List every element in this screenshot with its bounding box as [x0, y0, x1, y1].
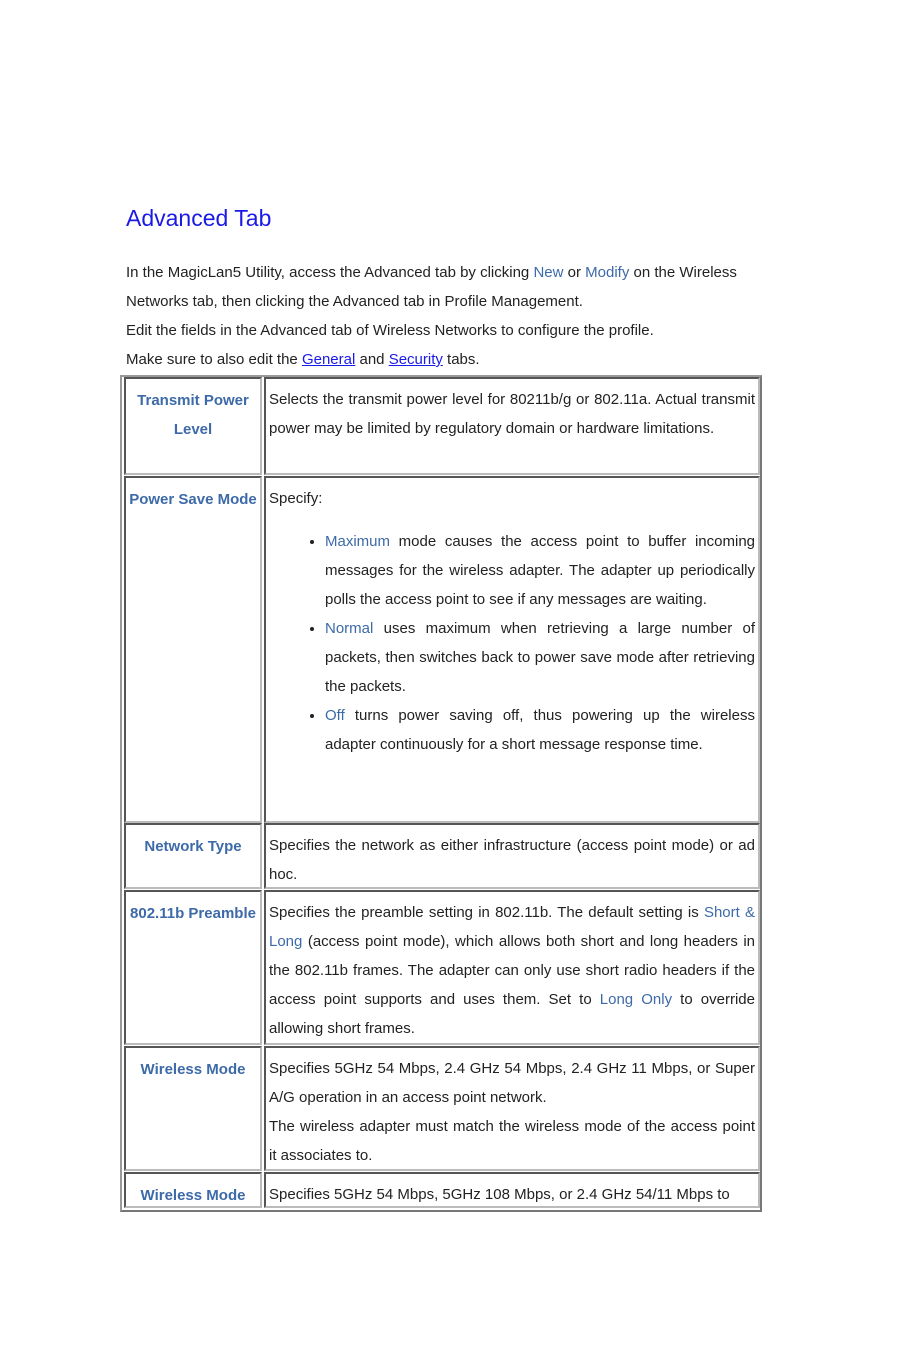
highlighted-term: Normal	[325, 620, 374, 637]
text-segment: Networks tab, then clicking the Advanced tab in Profile Management.	[126, 293, 583, 310]
text-segment: and	[355, 351, 389, 368]
row-label: Wireless Mode	[124, 1172, 262, 1208]
description-paragraph	[269, 484, 755, 513]
page-title: Advanced Tab	[126, 205, 272, 231]
row-label: Transmit Power Level	[124, 377, 262, 475]
description-paragraph	[269, 898, 755, 1043]
row-description	[264, 890, 760, 1045]
description-paragraph	[269, 1180, 755, 1209]
bullet-item	[325, 527, 755, 614]
text-segment: Specify:	[269, 490, 323, 507]
text-segment: Specifies the preamble setting in 802.11b. The default setting is	[269, 904, 704, 921]
text-segment: The wireless adapter must match the wireless mode of the access point it associates to.	[269, 1118, 755, 1164]
text-segment: tabs.	[442, 351, 480, 368]
highlighted-term: Maximum	[325, 533, 391, 550]
row-label: Power Save Mode	[124, 476, 262, 823]
description-paragraph	[269, 1112, 755, 1170]
description-paragraph	[269, 385, 755, 443]
highlighted-term: New	[533, 264, 564, 281]
table-row	[124, 1172, 760, 1208]
text-segment: In the MagicLan5 Utility, access the Advanced tab by clicking	[126, 264, 534, 281]
highlighted-term: Off	[325, 707, 345, 724]
text-segment: on the Wireless	[629, 264, 737, 281]
bullet-list	[269, 527, 755, 759]
text-segment: (access point mode), which allows both short and long headers in the 802.11b frames. The adapter can only use short radio headers if the access point supports and uses them. Set to	[269, 933, 755, 1008]
row-description	[264, 1172, 760, 1208]
highlighted-term: Modify	[585, 264, 630, 281]
link-security[interactable]: Security	[388, 351, 443, 368]
text-segment: turns power saving off, thus powering up the wireless adapter continuously for a short message response time.	[325, 707, 755, 753]
table-row	[124, 377, 760, 475]
row-description	[264, 1046, 760, 1171]
text-segment: Selects the transmit power level for 80211b/g or 802.11a. Actual transmit power may be limited by regulatory domain or hardware limitations.	[269, 391, 755, 437]
table-row	[124, 890, 760, 1045]
intro-paragraph	[126, 316, 766, 345]
row-description	[264, 823, 760, 889]
text-segment: or	[563, 264, 586, 281]
text-segment: to override allowing short frames.	[269, 991, 755, 1037]
intro-paragraph	[126, 287, 766, 316]
bullet-item	[325, 701, 755, 759]
highlighted-term: Long Only	[599, 991, 673, 1008]
text-segment: Make sure to also edit the	[126, 351, 302, 368]
row-label: Wireless Mode	[124, 1046, 262, 1171]
text-segment: Edit the fields in the Advanced tab of Wireless Networks to configure the profile.	[126, 322, 654, 339]
description-paragraph	[269, 1054, 755, 1112]
row-label: Network Type	[124, 823, 262, 889]
row-description	[264, 377, 760, 475]
intro-paragraph	[126, 345, 766, 374]
text-segment: Specifies 5GHz 54 Mbps, 5GHz 108 Mbps, or 2.4 GHz 54/11 Mbps to	[269, 1186, 730, 1203]
table-row	[124, 1046, 760, 1171]
description-paragraph	[269, 831, 755, 889]
table-row	[124, 823, 760, 889]
row-description	[264, 476, 760, 823]
text-segment: Specifies the network as either infrastructure (access point mode) or ad hoc.	[269, 837, 755, 883]
link-general[interactable]: General	[301, 351, 356, 368]
row-label: 802.11b Preamble	[124, 890, 262, 1045]
bullet-item	[325, 614, 755, 701]
text-segment: Specifies 5GHz 54 Mbps, 2.4 GHz 54 Mbps, 2.4 GHz 11 Mbps, or Super A/G operation in an access point network.	[269, 1060, 755, 1106]
text-segment: mode causes the access point to buffer incoming messages for the wireless adapter. The adapter up periodically polls the access point to see if any messages are waiting.	[325, 533, 755, 608]
settings-table	[120, 375, 762, 1212]
intro-paragraph	[126, 258, 766, 287]
highlighted-term: Short & Long	[269, 904, 755, 950]
intro-text	[126, 258, 766, 374]
table-row	[124, 476, 760, 823]
text-segment: uses maximum when retrieving a large number of packets, then switches back to power save mode after retrieving the packets.	[325, 620, 755, 695]
